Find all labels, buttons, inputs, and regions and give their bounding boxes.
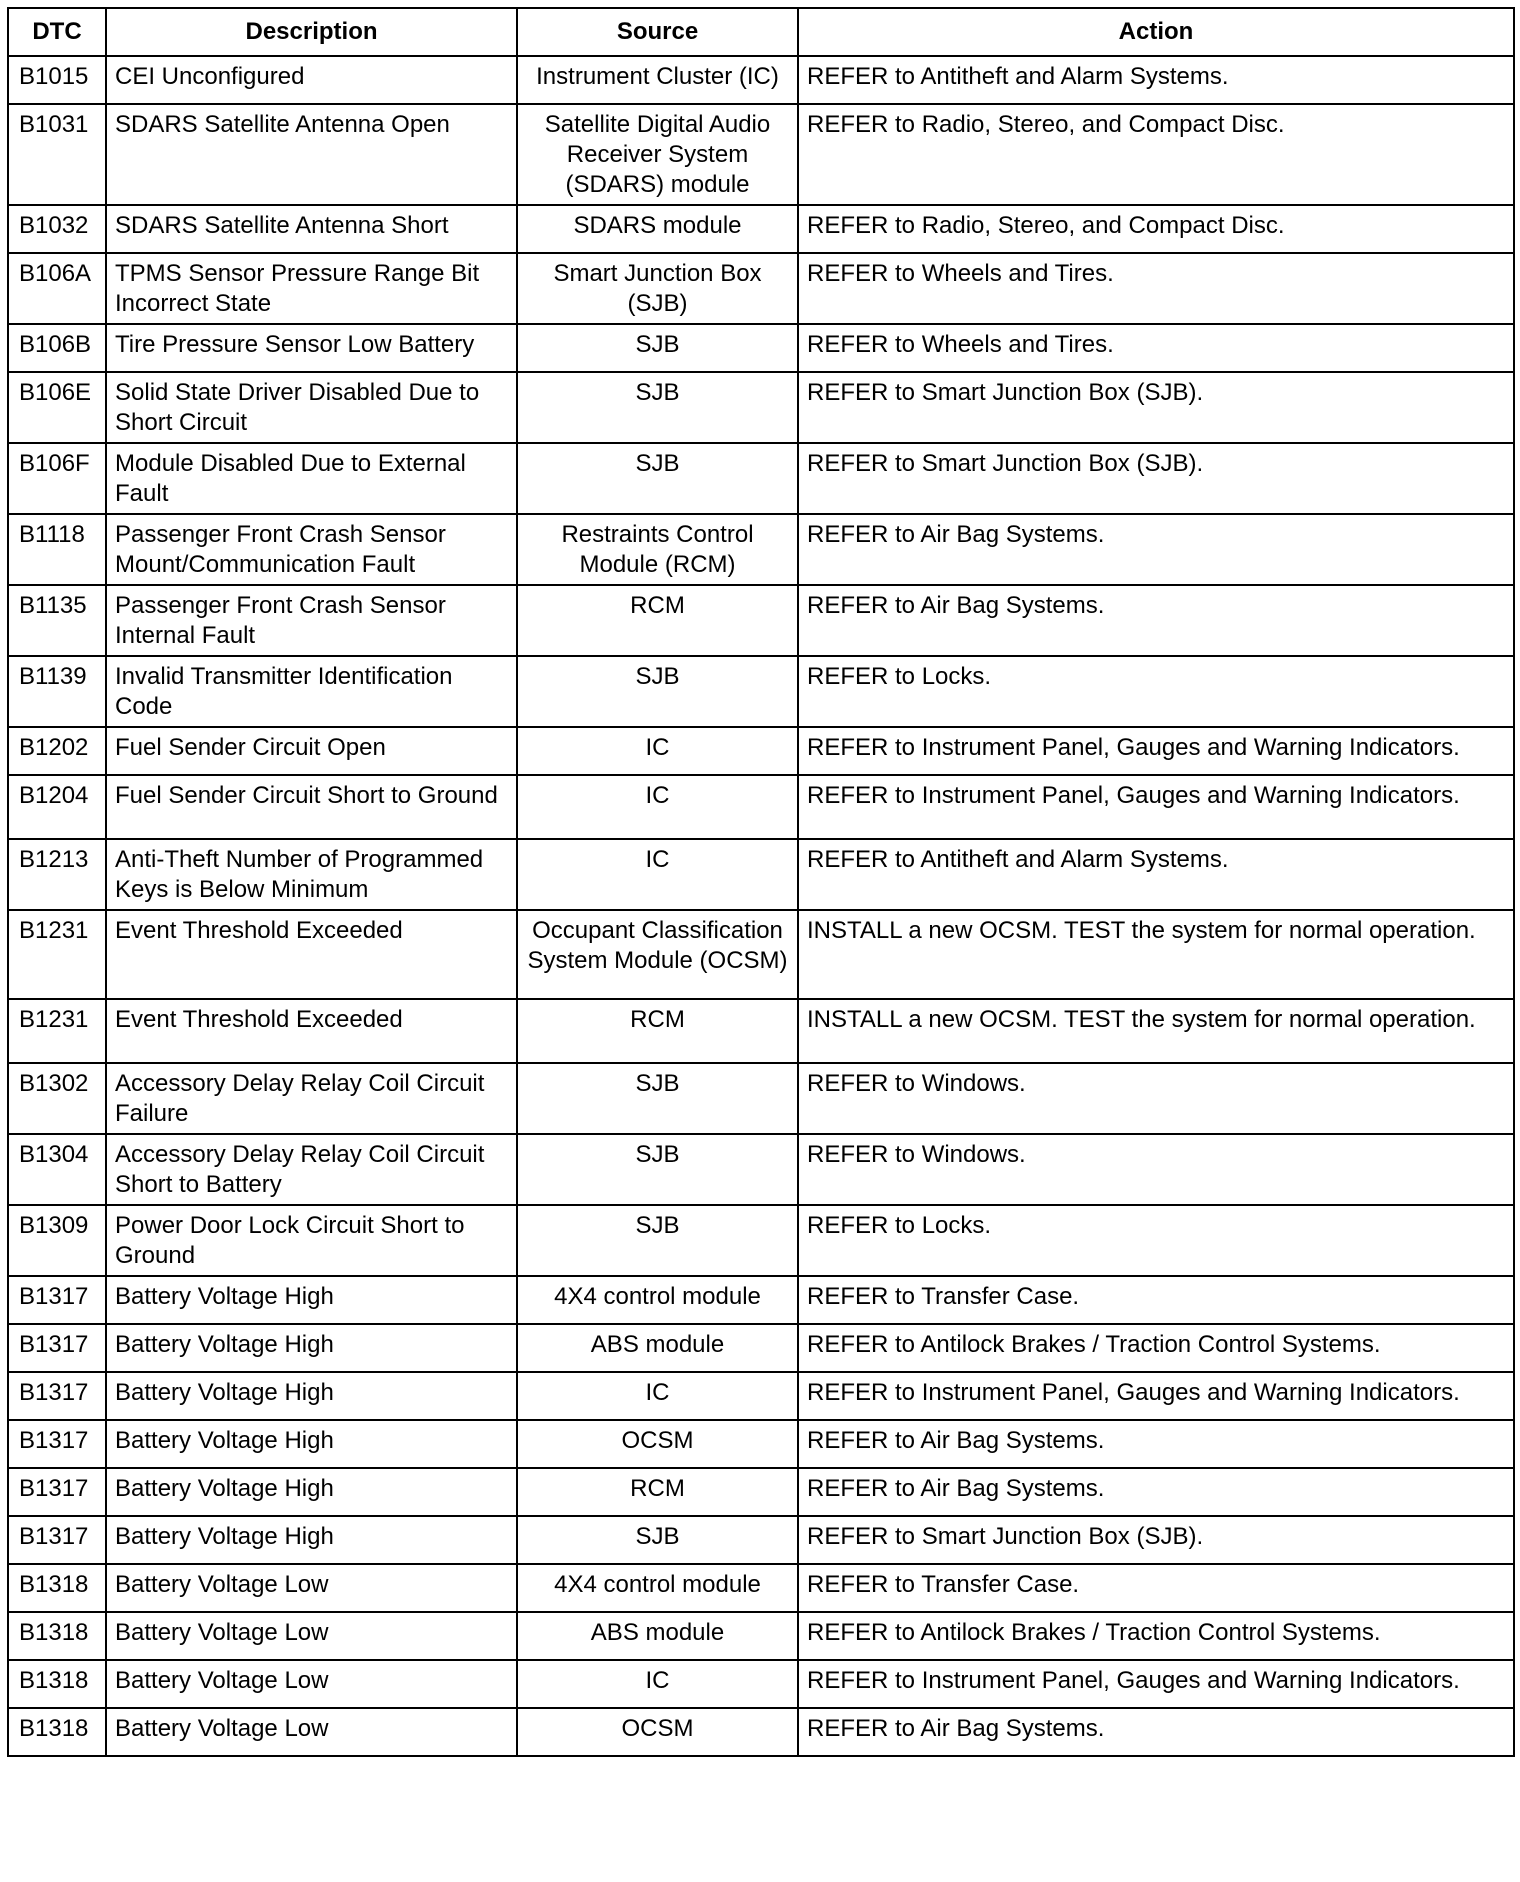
action-cell: REFER to Locks. [798,1205,1514,1276]
action-cell: REFER to Antilock Brakes / Traction Control Systems. [798,1612,1514,1660]
source-cell: ABS module [517,1324,798,1372]
table-row [8,514,1514,585]
table-row [8,1324,1514,1372]
dtc-cell: B1317 [8,1420,106,1468]
action-cell: REFER to Antilock Brakes / Traction Control Systems. [798,1324,1514,1372]
table-row [8,1660,1514,1708]
dtc-cell: B1302 [8,1063,106,1134]
dtc-cell: B1318 [8,1612,106,1660]
dtc-cell: B1304 [8,1134,106,1205]
dtc-cell: B1135 [8,585,106,656]
dtc-cell: B1317 [8,1468,106,1516]
dtc-cell: B1317 [8,1324,106,1372]
table-row [8,1276,1514,1324]
source-cell: SJB [517,1134,798,1205]
source-cell: IC [517,775,798,839]
description-cell: Anti-Theft Number of Programmed Keys is Below Minimum [106,839,517,910]
dtc-cell: B1204 [8,775,106,839]
dtc-cell: B1318 [8,1708,106,1756]
source-cell: SJB [517,324,798,372]
table-row [8,1420,1514,1468]
description-cell: Power Door Lock Circuit Short to Ground [106,1205,517,1276]
description-cell: Invalid Transmitter Identification Code [106,656,517,727]
dtc-cell: B1317 [8,1372,106,1420]
action-cell: REFER to Transfer Case. [798,1564,1514,1612]
source-cell: SJB [517,656,798,727]
table-row [8,324,1514,372]
action-cell: REFER to Air Bag Systems. [798,585,1514,656]
table-row [8,839,1514,910]
action-cell: REFER to Instrument Panel, Gauges and Warning Indicators. [798,727,1514,775]
source-cell: Restraints Control Module (RCM) [517,514,798,585]
description-cell: Battery Voltage High [106,1468,517,1516]
description-cell: Event Threshold Exceeded [106,910,517,999]
action-cell: REFER to Windows. [798,1134,1514,1205]
description-cell: Battery Voltage Low [106,1564,517,1612]
dtc-cell: B1031 [8,104,106,205]
description-cell: Battery Voltage High [106,1516,517,1564]
action-cell: REFER to Locks. [798,656,1514,727]
description-cell: Event Threshold Exceeded [106,999,517,1063]
source-cell: RCM [517,585,798,656]
description-cell: Battery Voltage Low [106,1708,517,1756]
description-cell: Passenger Front Crash Sensor Mount/Communication Fault [106,514,517,585]
table-row [8,1708,1514,1756]
dtc-cell: B1231 [8,999,106,1063]
dtc-cell: B1032 [8,205,106,253]
description-cell: Solid State Driver Disabled Due to Short Circuit [106,372,517,443]
header-description: Description [106,8,517,56]
dtc-cell: B1015 [8,56,106,104]
source-cell: OCSM [517,1420,798,1468]
description-cell: Tire Pressure Sensor Low Battery [106,324,517,372]
action-cell: REFER to Windows. [798,1063,1514,1134]
dtc-cell: B1309 [8,1205,106,1276]
description-cell: Battery Voltage High [106,1276,517,1324]
action-cell: REFER to Air Bag Systems. [798,1420,1514,1468]
table-row [8,1372,1514,1420]
action-cell: REFER to Air Bag Systems. [798,1468,1514,1516]
source-cell: SJB [517,1205,798,1276]
source-cell: SJB [517,1516,798,1564]
action-cell: INSTALL a new OCSM. TEST the system for normal operation. [798,999,1514,1063]
action-cell: REFER to Instrument Panel, Gauges and Warning Indicators. [798,775,1514,839]
action-cell: REFER to Antitheft and Alarm Systems. [798,839,1514,910]
dtc-cell: B1318 [8,1660,106,1708]
dtc-cell: B1231 [8,910,106,999]
description-cell: Fuel Sender Circuit Short to Ground [106,775,517,839]
dtc-cell: B106F [8,443,106,514]
description-cell: Battery Voltage High [106,1372,517,1420]
action-cell: REFER to Wheels and Tires. [798,324,1514,372]
action-cell: REFER to Antitheft and Alarm Systems. [798,56,1514,104]
description-cell: Battery Voltage Low [106,1660,517,1708]
table-header-row [8,8,1514,56]
source-cell: Instrument Cluster (IC) [517,56,798,104]
dtc-cell: B1317 [8,1276,106,1324]
action-cell: REFER to Instrument Panel, Gauges and Warning Indicators. [798,1372,1514,1420]
source-cell: RCM [517,1468,798,1516]
dtc-cell: B106A [8,253,106,324]
source-cell: 4X4 control module [517,1276,798,1324]
table-row [8,585,1514,656]
description-cell: Accessory Delay Relay Coil Circuit Short to Battery [106,1134,517,1205]
source-cell: Satellite Digital Audio Receiver System (SDARS) module [517,104,798,205]
dtc-cell: B1213 [8,839,106,910]
source-cell: Smart Junction Box (SJB) [517,253,798,324]
table-body [8,56,1514,1756]
description-cell: SDARS Satellite Antenna Open [106,104,517,205]
table-row [8,910,1514,999]
source-cell: IC [517,1372,798,1420]
table-row [8,1468,1514,1516]
action-cell: REFER to Air Bag Systems. [798,1708,1514,1756]
description-cell: Passenger Front Crash Sensor Internal Fault [106,585,517,656]
dtc-cell: B1202 [8,727,106,775]
action-cell: REFER to Transfer Case. [798,1276,1514,1324]
dtc-table [7,7,1515,1757]
description-cell: Battery Voltage High [106,1420,517,1468]
source-cell: SJB [517,1063,798,1134]
table-row [8,999,1514,1063]
dtc-cell: B1318 [8,1564,106,1612]
action-cell: INSTALL a new OCSM. TEST the system for normal operation. [798,910,1514,999]
table-row [8,205,1514,253]
description-cell: Battery Voltage High [106,1324,517,1372]
source-cell: SJB [517,372,798,443]
source-cell: OCSM [517,1708,798,1756]
header-source: Source [517,8,798,56]
description-cell: Battery Voltage Low [106,1612,517,1660]
table-row [8,104,1514,205]
table-row [8,1134,1514,1205]
dtc-cell: B1317 [8,1516,106,1564]
header-dtc: DTC [8,8,106,56]
source-cell: SJB [517,443,798,514]
source-cell: IC [517,839,798,910]
table-row [8,1564,1514,1612]
dtc-cell: B106B [8,324,106,372]
table-row [8,656,1514,727]
dtc-cell: B1139 [8,656,106,727]
description-cell: Accessory Delay Relay Coil Circuit Failure [106,1063,517,1134]
action-cell: REFER to Smart Junction Box (SJB). [798,1516,1514,1564]
action-cell: REFER to Wheels and Tires. [798,253,1514,324]
table-row [8,727,1514,775]
action-cell: REFER to Instrument Panel, Gauges and Warning Indicators. [798,1660,1514,1708]
action-cell: REFER to Radio, Stereo, and Compact Disc. [798,104,1514,205]
source-cell: Occupant Classification System Module (OCSM) [517,910,798,999]
table-row [8,1516,1514,1564]
table-row [8,775,1514,839]
table-row [8,372,1514,443]
description-cell: TPMS Sensor Pressure Range Bit Incorrect State [106,253,517,324]
description-cell: CEI Unconfigured [106,56,517,104]
action-cell: REFER to Smart Junction Box (SJB). [798,443,1514,514]
action-cell: REFER to Air Bag Systems. [798,514,1514,585]
header-action: Action [798,8,1514,56]
source-cell: 4X4 control module [517,1564,798,1612]
source-cell: IC [517,727,798,775]
description-cell: SDARS Satellite Antenna Short [106,205,517,253]
source-cell: ABS module [517,1612,798,1660]
table-row [8,1612,1514,1660]
action-cell: REFER to Smart Junction Box (SJB). [798,372,1514,443]
action-cell: REFER to Radio, Stereo, and Compact Disc. [798,205,1514,253]
table-row [8,1063,1514,1134]
description-cell: Module Disabled Due to External Fault [106,443,517,514]
dtc-cell: B1118 [8,514,106,585]
source-cell: SDARS module [517,205,798,253]
dtc-cell: B106E [8,372,106,443]
table-row [8,56,1514,104]
table-row [8,443,1514,514]
source-cell: IC [517,1660,798,1708]
table-row [8,1205,1514,1276]
table-row [8,253,1514,324]
description-cell: Fuel Sender Circuit Open [106,727,517,775]
source-cell: RCM [517,999,798,1063]
